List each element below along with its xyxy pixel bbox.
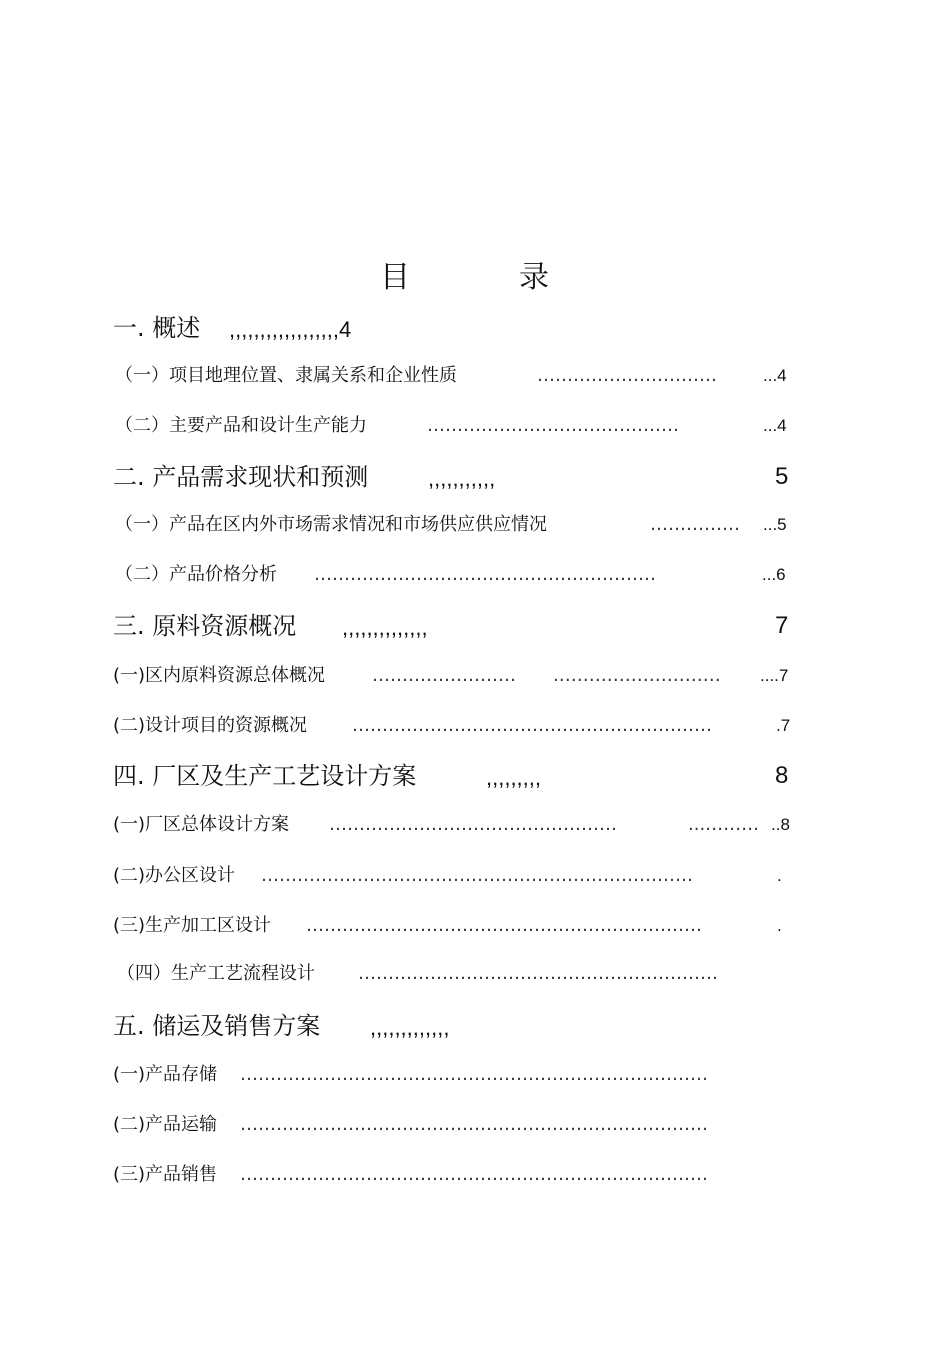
toc-entry-3[interactable] bbox=[0, 611, 950, 641]
toc-entry-2-1[interactable] bbox=[0, 513, 950, 537]
toc-entry-5[interactable] bbox=[0, 1011, 950, 1041]
toc-entry-leader: ,,,,,,,,,,,,,, bbox=[342, 615, 428, 640]
toc-entry-label: (二)办公区设计 bbox=[113, 865, 236, 886]
toc-entry-1[interactable] bbox=[0, 313, 950, 343]
toc-entry-page: ....7 bbox=[760, 666, 789, 685]
toc-title bbox=[0, 258, 950, 298]
toc-entry-1-2[interactable] bbox=[0, 414, 950, 438]
toc-entry-5-1[interactable] bbox=[0, 1063, 950, 1087]
toc-entry-leader: …………………………………………………………………… bbox=[240, 1064, 708, 1085]
toc-entry-page: 7 bbox=[775, 612, 789, 639]
toc-entry-label: （一）项目地理位置、隶属关系和企业性质 bbox=[115, 365, 457, 386]
toc-entry-label: （二）产品价格分析 bbox=[115, 564, 277, 585]
toc-entry-page: 5 bbox=[775, 463, 789, 490]
toc-entry-label: (二)设计项目的资源概况 bbox=[113, 715, 308, 736]
toc-entry-page: ...4 bbox=[763, 366, 787, 385]
toc-entry-leader: …………………… bbox=[372, 665, 516, 686]
toc-entry-leader: ………………………………………………………… bbox=[306, 915, 702, 936]
toc-entry-4[interactable] bbox=[0, 761, 950, 791]
toc-entry-leader: ………………………… bbox=[537, 365, 717, 386]
toc-entry-4-3[interactable] bbox=[0, 914, 950, 938]
toc-entry-leader-continued: ...……… bbox=[688, 814, 760, 835]
toc-entry-leader: …………………………………………………………………… bbox=[240, 1114, 708, 1135]
toc-entry-leader: ,,,,,,,,,,,,,,,,,,4 bbox=[229, 317, 352, 342]
toc-entry-leader: …………………………………………………… bbox=[358, 963, 718, 984]
toc-entry-2[interactable] bbox=[0, 462, 950, 492]
toc-entry-page: ...6 bbox=[762, 565, 786, 584]
toc-entry-leader: ,,,,,,,,,,, bbox=[428, 466, 496, 491]
toc-entry-leader: …………………………………………………………………… bbox=[240, 1164, 708, 1185]
toc-entry-page: ...5 bbox=[763, 515, 787, 534]
toc-title-char-1: 目 bbox=[380, 260, 410, 295]
toc-entry-label: (二)产品运输 bbox=[113, 1114, 218, 1135]
toc-entry-3-1[interactable] bbox=[0, 664, 950, 688]
toc-entry-5-3[interactable] bbox=[0, 1163, 950, 1187]
toc-entry-leader: ,,,,,,,,,,,,, bbox=[370, 1015, 450, 1040]
toc-entry-label: （四）生产工艺流程设计 bbox=[117, 963, 315, 984]
toc-entry-page: . bbox=[777, 866, 782, 885]
toc-entry-page: 8 bbox=[775, 762, 789, 789]
toc-entry-1-1[interactable] bbox=[0, 364, 950, 388]
toc-entry-2-2[interactable] bbox=[0, 563, 950, 587]
toc-entry-page: .7 bbox=[776, 716, 791, 735]
toc-entry-leader: …………………………………………………… bbox=[352, 715, 712, 736]
toc-entry-label: 五. 储运及销售方案 bbox=[113, 1012, 321, 1040]
toc-entry-label: （一）产品在区内外市场需求情况和市场供应供应情况 bbox=[115, 514, 547, 535]
toc-entry-4-4[interactable] bbox=[0, 962, 950, 986]
toc-entry-leader: ……………………………………………………………… bbox=[261, 865, 693, 886]
toc-entry-leader: ………………………………………………… bbox=[314, 564, 656, 585]
toc-entry-label: (三)生产加工区设计 bbox=[113, 915, 272, 936]
toc-entry-leader: …………… bbox=[650, 514, 740, 535]
toc-entry-label: 四. 厂区及生产工艺设计方案 bbox=[113, 762, 417, 790]
toc-entry-label: (一)产品存储 bbox=[113, 1064, 218, 1085]
toc-entry-page: ...4 bbox=[763, 416, 787, 435]
toc-entry-3-2[interactable] bbox=[0, 714, 950, 738]
toc-entry-label: 二. 产品需求现状和预测 bbox=[113, 463, 369, 491]
toc-entry-label: (一)厂区总体设计方案 bbox=[113, 814, 290, 835]
toc-entry-label: (三)产品销售 bbox=[113, 1164, 218, 1185]
toc-entry-label: 三. 原料资源概况 bbox=[113, 612, 297, 640]
toc-title-char-2: 录 bbox=[519, 260, 549, 295]
toc-entry-leader: …………………………………… bbox=[427, 415, 679, 436]
toc-entry-4-1[interactable] bbox=[0, 813, 950, 837]
toc-entry-leader-continued: .……………………… bbox=[553, 665, 721, 686]
toc-entry-page: . bbox=[777, 916, 782, 935]
toc-entry-page: ..8 bbox=[771, 815, 790, 834]
toc-entry-label: （二）主要产品和设计生产能力 bbox=[115, 415, 367, 436]
toc-entry-leader: ,,,,,,,,, bbox=[486, 765, 542, 790]
toc-entry-label: (一)区内原料资源总体概况 bbox=[113, 665, 326, 686]
toc-entry-4-2[interactable] bbox=[0, 864, 950, 888]
toc-entry-leader: ………………………………………… bbox=[329, 814, 617, 835]
toc-entry-label: 一. 概述 bbox=[113, 314, 201, 342]
toc-entry-5-2[interactable] bbox=[0, 1113, 950, 1137]
